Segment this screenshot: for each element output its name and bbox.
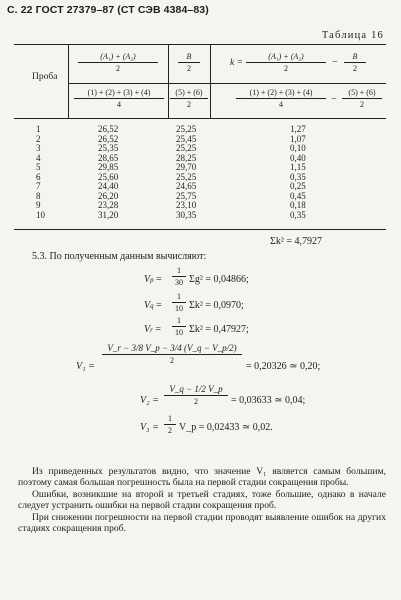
table-row [0,200,401,210]
table-row [0,191,401,201]
formula-v3-lhs: V₃ = [140,422,159,433]
cell-b: 29,70 [176,162,197,172]
table-row [0,210,401,220]
table-body [0,124,401,219]
table-header-bottom-rule [14,118,386,119]
formula-v2-lhs: V₂ = [140,395,159,406]
cell-k: 0,35 [290,209,306,220]
table-top-rule [14,44,386,45]
cell-k: 0,18 [290,200,306,210]
table-vrule-1 [68,44,69,118]
cell-b: 30,35 [176,209,197,220]
paragraph-1: Из приведенных результатов видно, что значение V₁ является самым большим, поэтому самая большая погрешность была на первой стадии сокращения пробы. [18,466,386,489]
cell-b: 23,10 [176,200,197,210]
formula-v1-rhs: = 0,20326 ≃ 0,20; [246,361,321,372]
cell-a: 26,20 [98,190,119,201]
cell-probe: 2 [36,133,41,144]
cell-k: 0,40 [290,152,306,163]
table-row [0,143,401,153]
paragraph-3: При снижении погрешности на первой стадии проводят выявление ошибок на других стадиях сокращения проб. [18,512,386,535]
header-minus-bottom: − [331,94,337,105]
cell-a: 28,65 [98,152,119,163]
table-mid-rule [68,83,386,84]
header-k-label: k = [230,58,244,68]
cell-b: 25,75 [176,190,197,201]
cell-probe: 1 [36,124,41,134]
header-minus-top: − [332,57,338,68]
cell-a: 29,85 [98,162,119,172]
cell-probe: 8 [36,190,41,201]
header-frac-b-top: B 2 [178,52,200,73]
cell-b: 28,25 [176,152,197,163]
section-intro: 5.3. По полученным данным вычисляют: [32,251,207,262]
cell-b: 25,25 [176,124,197,134]
page-header: С. 22 ГОСТ 27379–87 (СТ СЭВ 4384–83) [7,4,209,16]
cell-probe: 6 [36,171,41,182]
formula-v3-rhs: V_p = 0,02433 ≃ 0,02. [179,422,273,433]
formula-vq-rhs: Σk² = 0,0970; [189,300,244,311]
formula-vr-fraction: 1 10 [172,316,186,337]
cell-a: 26,52 [98,133,119,144]
cell-probe: 9 [36,200,41,210]
cell-a: 24,40 [98,181,119,191]
cell-k: 0,25 [290,181,306,191]
formula-vp-fraction: 1 30 [172,266,186,287]
formula-vq-fraction: 1 10 [172,292,186,313]
table-row [0,124,401,134]
column-header-probe: Проба [32,72,58,82]
cell-k: 1,27 [290,124,306,134]
cell-k: 0,35 [290,171,306,182]
table-bottom-rule [14,229,386,230]
formula-vq: Vq = [144,300,162,311]
cell-a: 25,35 [98,143,119,153]
formula-v1-fraction: V_r − 3/8 V_p − 3/4 (V_q − V_p/2) 2 [102,343,242,365]
cell-a: 31,20 [98,209,119,220]
header-frac-k-b: B 2 [344,52,366,73]
formula-vr: Vr = [144,324,161,335]
cell-b: 25,25 [176,143,197,153]
cell-b: 25,45 [176,133,197,144]
cell-probe: 10 [36,209,45,220]
cell-b: 25,25 [176,171,197,182]
formula-vr-rhs: Σk² = 0,47927; [189,324,249,335]
cell-a: 23,28 [98,200,119,210]
formula-vp: Vp = [144,274,162,285]
header-frac-k-a-bottom: (1) + (2) + (3) + (4) 4 [236,88,326,109]
cell-probe: 3 [36,143,41,153]
cell-probe: 7 [36,181,41,191]
formula-v1-lhs: V₁ = [76,361,95,372]
table-row [0,181,401,191]
cell-k: 1,15 [290,162,306,172]
formula-vp-rhs: Σg² = 0,04866; [189,274,249,285]
cell-k: 1,07 [290,133,306,144]
cell-k: 0,10 [290,143,306,153]
table-caption: Таблица 16 [321,30,384,41]
formula-v3-fraction: 1 2 [164,414,176,435]
header-frac-b-bottom: (5) + (6) 2 [170,88,208,109]
table-row [0,172,401,182]
table-vrule-3 [210,44,211,118]
cell-probe: 5 [36,162,41,172]
formula-v2-fraction: V_q − 1/2 V_p 2 [164,384,228,406]
cell-a: 26,52 [98,124,119,134]
header-frac-k-b-bottom: (5) + (6) 2 [342,88,382,109]
header-frac-k-a: (A₁) + (A₂) 2 [246,52,326,73]
formula-v2-rhs: = 0,03633 ≃ 0,04; [231,395,306,406]
cell-b: 24,65 [176,181,197,191]
cell-a: 25,60 [98,171,119,182]
table-row [0,162,401,172]
table-row [0,134,401,144]
table-row [0,153,401,163]
header-frac-a-top: (A₁) + (A₂) 2 [78,52,158,73]
cell-k: 0,45 [290,190,306,201]
header-frac-a-bottom: (1) + (2) + (3) + (4) 4 [74,88,164,109]
sum-k-squared: Σk² = 4,7927 [270,236,322,247]
paragraph-2: Ошибки, возникшие на второй и третьей стадиях, тоже большие, однако в начале следует устранить ошибки на первой стадии сокращения проб. [18,489,386,512]
table-vrule-2 [168,44,169,118]
cell-probe: 4 [36,152,41,163]
